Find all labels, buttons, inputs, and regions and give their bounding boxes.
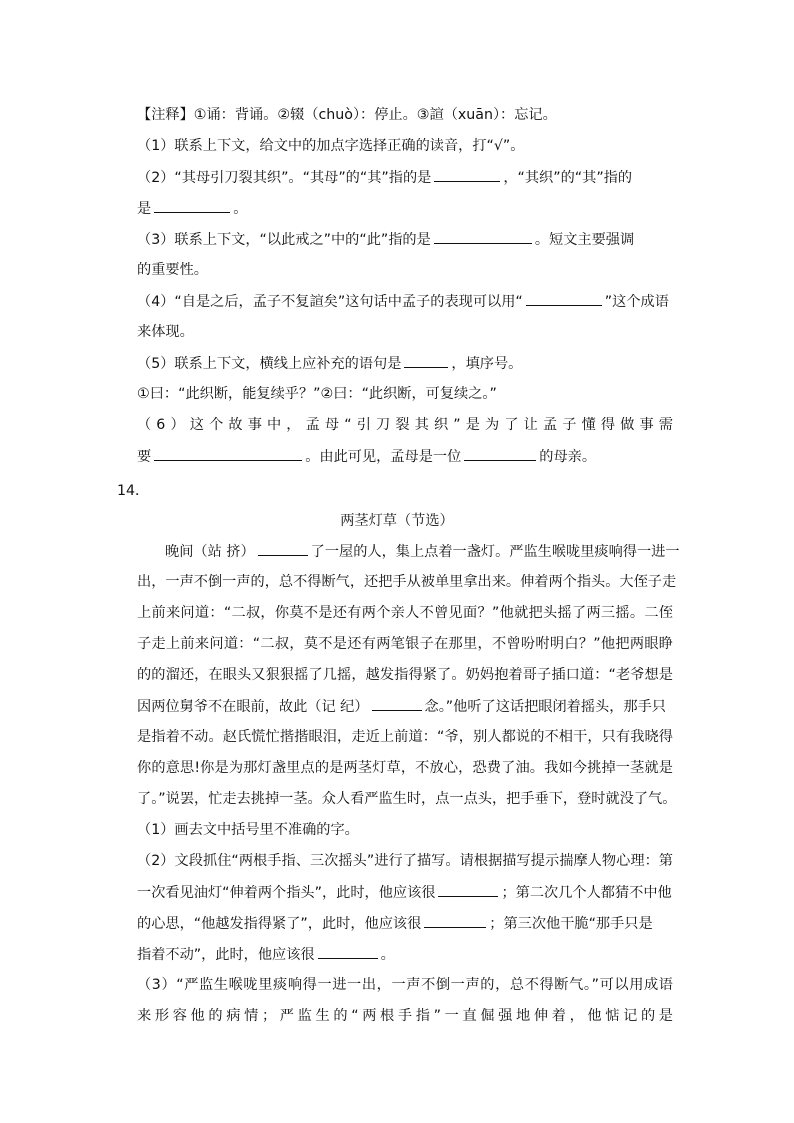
q13-sub3-cont: 的重要性。 — [137, 262, 208, 278]
q14-sub2-line4 — [137, 944, 673, 965]
q13-sub2-text-c: 是 — [137, 201, 152, 217]
q13-sub4-text-b: ”这个成语 — [604, 294, 669, 310]
answer-blank[interactable] — [154, 198, 230, 213]
passage-line-6 — [137, 696, 673, 717]
passage-text: 念。”他听了这话把眼闭着摇头，那手只 — [424, 699, 666, 715]
answer-blank[interactable] — [258, 541, 308, 556]
q13-sub2-text-a: （2）“其母引刀裂其织”。“其母”的“其”指的是 — [137, 170, 432, 186]
q13-sub6-cont — [137, 446, 673, 467]
annotation-note: 【注释】①诵：背诵。②辍（chuò）：停止。③諠（xuān）：忘记。 — [137, 107, 557, 123]
q13-sub4-text-a: （4）“自是之后，孟子不复諠矣”这句话中孟子的表现可以用“ — [137, 294, 523, 310]
q14-sub2-line3 — [137, 913, 673, 934]
q14-sub1: （1）画去文中括号里不准确的字。 — [137, 822, 359, 838]
passage-line-9: 了。”说罢，忙走去挑掉一茎。众人看严监生时，点一点头，把手垂下，登时就没了气。 — [137, 791, 677, 807]
q14-sub2-text: 的心思，“他越发指得紧了”，此时，他应该很 — [137, 916, 422, 932]
q13-sub2-text-d: 。 — [233, 201, 248, 217]
answer-blank[interactable] — [526, 291, 602, 306]
q13-sub4-cont: 来体现。 — [137, 324, 194, 340]
passage-text: 因两位舅爷不在眼前，故此（记 纪） — [137, 699, 369, 715]
q14-sub3: （3）“严监生喉咙里痰响得一进一出，一声不倒一声的，总不得断气。”可以用成语 — [137, 977, 673, 993]
answer-blank[interactable] — [434, 167, 500, 182]
q13-sub5 — [137, 353, 673, 374]
q13-sub2 — [137, 167, 673, 188]
q13-sub5-text-a: （5）联系上下文，横线上应补充的语句是 — [137, 356, 402, 372]
q13-sub5-options: ①曰：“此织断，能复续乎？”②曰：“此织断，可复续之。” — [137, 386, 497, 402]
passage-text: 了一屋的人，集上点着一盏灯。严监生喉咙里痰响得一进一 — [310, 544, 680, 560]
q13-sub2-cont — [137, 198, 673, 219]
q14-sub2-text: ；第二次几个人都猜不中他 — [501, 885, 672, 901]
answer-blank[interactable] — [434, 229, 532, 244]
passage-line-8: 你的意思!你是为那灯盏里点的是两茎灯草，不放心，恐费了油。我如今挑掉一茎就是 — [137, 760, 673, 776]
q13-sub6-text-b: 要 — [137, 449, 152, 465]
q14-sub2-text: 一次看见油灯“伸着两个指头”，此时，他应该很 — [137, 885, 436, 901]
passage-text: 晚间（站 挤） — [165, 544, 255, 560]
answer-blank[interactable] — [424, 913, 486, 928]
passage-line-5: 的的溜还，在眼头又狠狠摇了几摇，越发指得紧了。奶妈抱着哥子插口道：“老爷想是 — [137, 667, 673, 683]
answer-blank[interactable] — [318, 944, 378, 959]
q13-sub6-text-c: 。由此可见，孟母是一位 — [305, 449, 462, 465]
passage-line-3: 上前来问道：“二叔，你莫不是还有两个亲人不曾见面？”他就把头摇了两三摇。二侄 — [137, 605, 673, 621]
q13-sub3-text-b: 。短文主要强调 — [534, 232, 635, 248]
q14-sub2-text: 指着不动”，此时，他应该很 — [137, 947, 315, 963]
q13-sub1: （1）联系上下文，给文中的加点字选择正确的读音，打“√”。 — [137, 138, 525, 154]
q13-sub4 — [137, 291, 673, 312]
answer-blank[interactable] — [404, 353, 448, 368]
answer-blank[interactable] — [464, 446, 536, 461]
answer-blank[interactable] — [372, 696, 422, 711]
passage-title: 两茎灯草（节选） — [340, 513, 454, 529]
question-number-14: 14． — [117, 483, 150, 499]
q13-sub2-text-b: ，“其织”的“其”指的 — [503, 170, 633, 186]
q14-sub2: （2）文段抓住“两根手指、三次摇头”进行了描写。请根据描写提示揣摩人物心理：第 — [137, 853, 673, 869]
q13-sub6-text-d: 的母亲。 — [539, 449, 597, 465]
passage-line-4: 子走上前来问道：“二叔，莫不是还有两笔银子在那里，不曾吩咐明白？”他把两眼睁 — [137, 636, 673, 652]
q13-sub5-text-b: ，填序号。 — [451, 356, 523, 372]
q14-sub2-line2 — [137, 882, 673, 903]
q14-sub2-text: 。 — [380, 947, 395, 963]
passage-line-7: 是指着不动。赵氏慌忙揩揩眼泪，走近上前道：“爷，别人都说的不相干，只有我晓得 — [137, 729, 673, 745]
q14-sub3-line2: 来形容他的病情；严监生的“两根手指”一直倔强地伸着，他惦记的是 — [137, 1008, 673, 1024]
q13-sub6: （6）这个故事中，孟母“引刀裂其织”是为了让孟子懂得做事需 — [137, 417, 673, 433]
answer-blank[interactable] — [154, 446, 302, 461]
answer-blank[interactable] — [438, 882, 498, 897]
q13-sub3-text-a: （3）联系上下文，“以此戒之”中的“此”指的是 — [137, 232, 431, 248]
q14-sub2-text: ；第三次他干脆“那手只是 — [489, 916, 653, 932]
passage-line-1 — [165, 541, 680, 562]
passage-line-2: 出，一声不倒一声的，总不得断气，还把手从被单里拿出来。伸着两个指头。大侄子走 — [137, 574, 677, 590]
q13-sub3 — [137, 229, 673, 250]
